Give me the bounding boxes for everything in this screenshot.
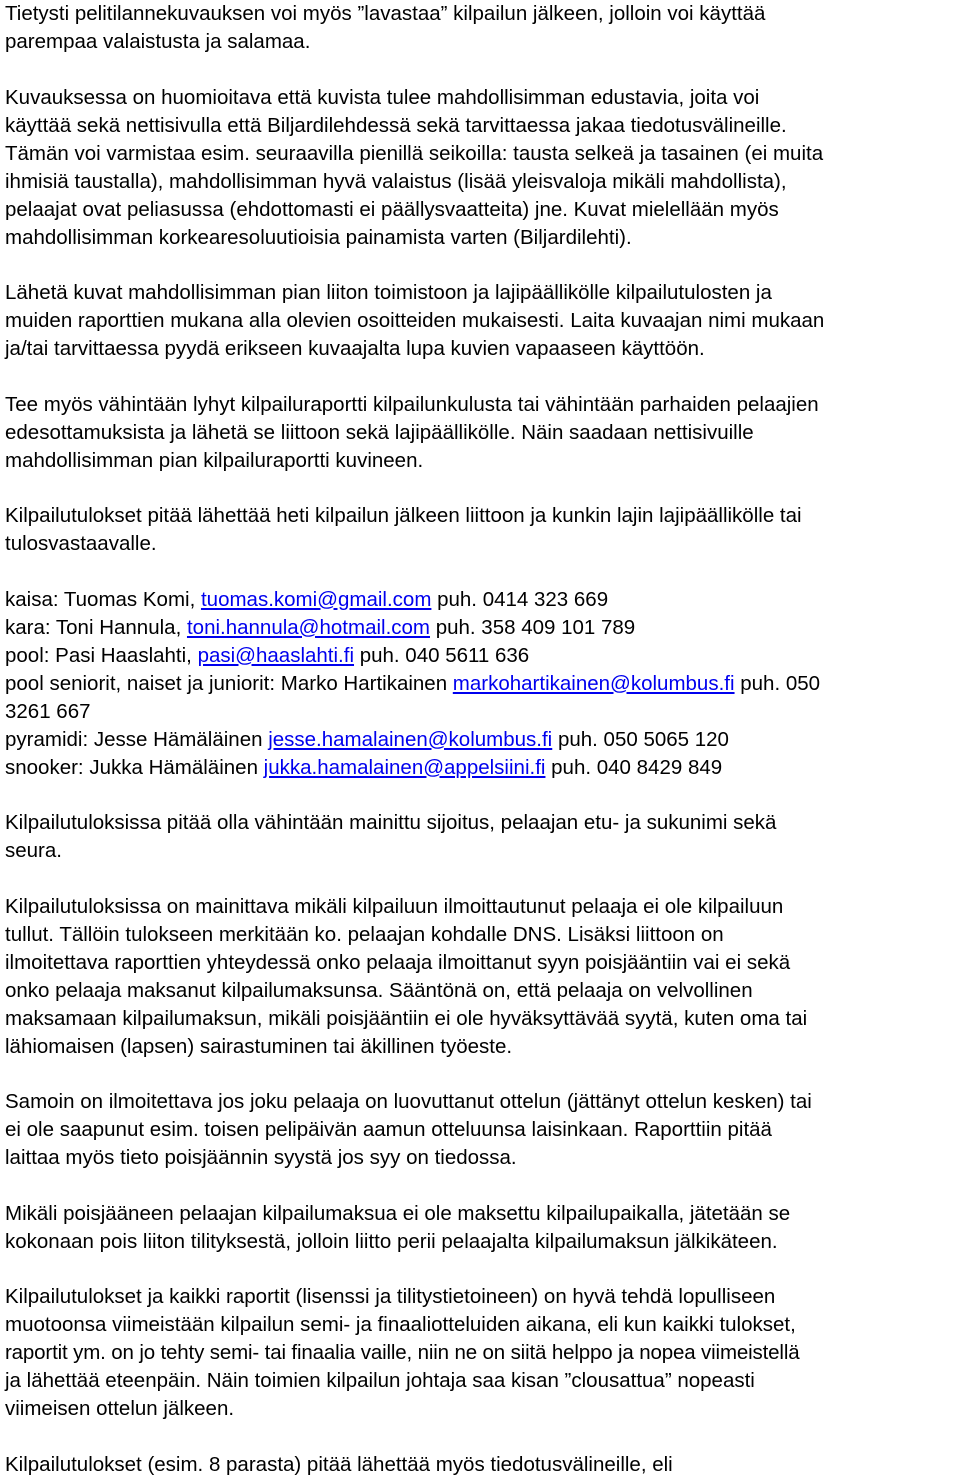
text-line: Samoin on ilmoitettava jos joku pelaaja on luovuttanut ottelun (jättänyt ottelun kesken) tai <box>5 1090 812 1113</box>
text-line: ja lähettää eteenpäin. Näin toimien kilpailun johtaja saa kisan ”clousattua” nopeasti <box>5 1369 755 1392</box>
final-reports-paragraph <box>5 1283 955 1423</box>
text-line: ilmoitettava raporttien yhteydessä onko pelaaja ilmoittanut syyn poisjääntiin vai ei sekä <box>5 950 791 974</box>
text-line: onko pelaaja maksanut kilpailumaksunsa. Sääntönä on, että pelaaja on velvollinen <box>5 978 753 1002</box>
email-link[interactable]: pasi@haaslahti.fi <box>197 643 355 667</box>
text-line: viimeisen ottelun jälkeen. <box>5 1397 235 1420</box>
contact-line <box>5 586 955 614</box>
photo-guidelines-paragraph <box>5 84 955 252</box>
paragraph-gap <box>5 1256 955 1284</box>
text-line: Mikäli poisjääneen pelaajan kilpailumaksua ei ole maksettu kilpailupaikalla, jätetään se <box>5 1201 791 1225</box>
text-line: mahdollisimman pian kilpailuraportti kuvineen. <box>5 448 424 472</box>
text-line: Kilpailutulokset (esim. 8 parasta) pitää lähettää myös tiedotusvälineille, eli <box>5 1452 673 1476</box>
text-line: ja/tai tarvittaessa pyydä erikseen kuvaajalta lupa kuvien vapaaseen käyttöön. <box>5 337 705 360</box>
text-line: parempaa valaistusta ja salamaa. <box>5 30 311 53</box>
text-line: lähiomaisen (lapsen) sairastuminen tai äkillinen työeste. <box>5 1034 513 1058</box>
dns-paragraph <box>5 893 955 1061</box>
paragraph-gap <box>5 1172 955 1200</box>
contact-prefix: snooker: Jukka Hämäläinen <box>5 755 264 779</box>
text-line: Tietysti pelitilannekuvauksen voi myös ”lavastaa” kilpailun jälkeen, jolloin voi käyttää <box>5 2 766 25</box>
text-line: Lähetä kuvat mahdollisimman pian liiton toimistoon ja lajipäällikölle kilpailutulosten ja <box>5 281 772 304</box>
text-line: pelaajat ovat peliasussa (ehdottomasti ei päällysvaatteita) jne. Kuvat mielellään myös <box>5 197 779 221</box>
text-line: ei ole saapunut esim. toisen pelipäivän aamun otteluunsa laisinkaan. Raporttiin pitää <box>5 1118 772 1141</box>
contact-list <box>5 586 955 782</box>
paragraph-gap <box>5 865 955 893</box>
contact-line <box>5 642 955 670</box>
contact-prefix: pool: Pasi Haaslahti, <box>5 643 198 667</box>
email-link[interactable]: toni.hannula@hotmail.com <box>186 615 430 639</box>
send-photos-paragraph <box>5 279 955 363</box>
competition-report-paragraph <box>5 391 955 475</box>
email-link[interactable]: jukka.hamalainen@appelsiini.fi <box>263 755 546 779</box>
contact-prefix: pool seniorit, naiset ja juniorit: Marko Hartikainen <box>5 671 453 695</box>
email-link[interactable]: tuomas.komi@gmail.com <box>200 587 432 611</box>
contact-phone: puh. 040 5611 636 <box>354 643 530 667</box>
paragraph-gap <box>5 252 955 280</box>
text-line: laittaa myös tieto poisjäännin syystä jos syy on tiedossa. <box>5 1146 517 1169</box>
contact-phone: puh. 0414 323 669 <box>431 587 609 611</box>
contact-phone: puh. 040 8429 849 <box>545 755 723 779</box>
text-line: Kilpailutuloksissa on mainittava mikäli kilpailuun ilmoittautunut pelaaja ei ole kilpailuun <box>5 894 784 918</box>
contact-prefix: pyramidi: Jesse Hämäläinen <box>5 727 269 751</box>
text-line: Kuvauksessa on huomioitava että kuvista tulee mahdollisimman edustavia, joita voi <box>5 85 760 109</box>
contact-phone: puh. 358 409 101 789 <box>430 615 636 639</box>
contact-line <box>5 726 955 754</box>
text-line: muiden raporttien mukana alla olevien osoitteiden mukaisesti. Laita kuvaajan nimi mukaan <box>5 309 825 332</box>
text-line: kokonaan pois liiton tilityksestä, jolloin liitto perii pelaajalta kilpailumaksun jälkikäteen. <box>5 1229 778 1253</box>
text-line: Tämän voi varmistaa esim. seuraavilla pienillä seikoilla: tausta selkeä ja tasainen (ei muita <box>5 141 824 165</box>
results-content-paragraph <box>5 809 955 865</box>
text-line: käyttää sekä nettisivulla että Biljardilehdessä sekä tarvittaessa jakaa tiedotusvälineille. <box>5 113 787 137</box>
text-line: seura. <box>5 839 62 862</box>
text-line: muotoonsa viimeistään kilpailun semi- ja finaaliotteluiden aikana, eli kun kaikki tulokset, <box>5 1313 796 1336</box>
results-submission-paragraph <box>5 502 955 558</box>
contact-line <box>5 670 955 698</box>
paragraph-gap <box>5 1061 955 1089</box>
document-page <box>5 0 955 1479</box>
paragraph-gap <box>5 363 955 391</box>
text-line: tullut. Tällöin tulokseen merkitään ko. pelaajan kohdalle DNS. Lisäksi liittoon on <box>5 922 724 946</box>
text-line: Kilpailutuloksissa pitää olla vähintään mainittu sijoitus, pelaajan etu- ja sukunimi sekä <box>5 811 777 834</box>
walkover-paragraph <box>5 1088 955 1172</box>
email-link[interactable]: markohartikainen@kolumbus.fi <box>452 671 735 695</box>
text-line: raportit ym. on jo tehty semi- tai finaalia vaille, niin ne on siitä helppo ja nopea viimeistellä <box>5 1341 800 1364</box>
unpaid-fee-paragraph <box>5 1200 955 1256</box>
paragraph-gap <box>5 558 955 586</box>
paragraph-gap <box>5 475 955 503</box>
contact-prefix: kaisa: Tuomas Komi, <box>5 587 201 611</box>
intro-paragraph <box>5 0 955 56</box>
paragraph-gap <box>5 1423 955 1451</box>
contact-line <box>5 754 955 782</box>
contact-phone: puh. 050 5065 120 <box>552 727 729 751</box>
paragraph-gap <box>5 782 955 810</box>
contact-line-continuation: 3261 667 <box>5 699 91 723</box>
text-line: Kilpailutulokset pitää lähettää heti kilpailun jälkeen liittoon ja kunkin lajin lajipäällikölle tai <box>5 504 802 527</box>
email-link[interactable]: jesse.hamalainen@kolumbus.fi <box>268 727 553 751</box>
contact-line <box>5 614 955 642</box>
text-line: mahdollisimman korkearesoluutioisia painamista varten (Biljardilehti). <box>5 225 632 249</box>
text-line: Kilpailutulokset ja kaikki raportit (lisenssi ja tilitystietoineen) on hyvä tehdä lopulliseen <box>5 1285 776 1308</box>
media-paragraph <box>5 1451 955 1479</box>
text-line: tulosvastaavalle. <box>5 532 157 555</box>
contact-phone: puh. 050 <box>734 671 821 695</box>
text-line: Tee myös vähintään lyhyt kilpailuraportti kilpailunkulusta tai vähintään parhaiden pelaajien <box>5 392 819 416</box>
contact-prefix: kara: Toni Hannula, <box>5 615 187 639</box>
text-line: edesottamuksista ja lähetä se liittoon sekä lajipäällikölle. Näin saadaan nettisivuille <box>5 420 754 444</box>
paragraph-gap <box>5 56 955 84</box>
text-line: maksamaan kilpailumaksun, mikäli poisjääntiin ei ole hyväksyttävää syytä, kuten oma tai <box>5 1006 808 1030</box>
text-line: ihmisiä taustalla), mahdollisimman hyvä valaistus (lisää yleisvaloja mikäli mahdollista), <box>5 169 787 193</box>
